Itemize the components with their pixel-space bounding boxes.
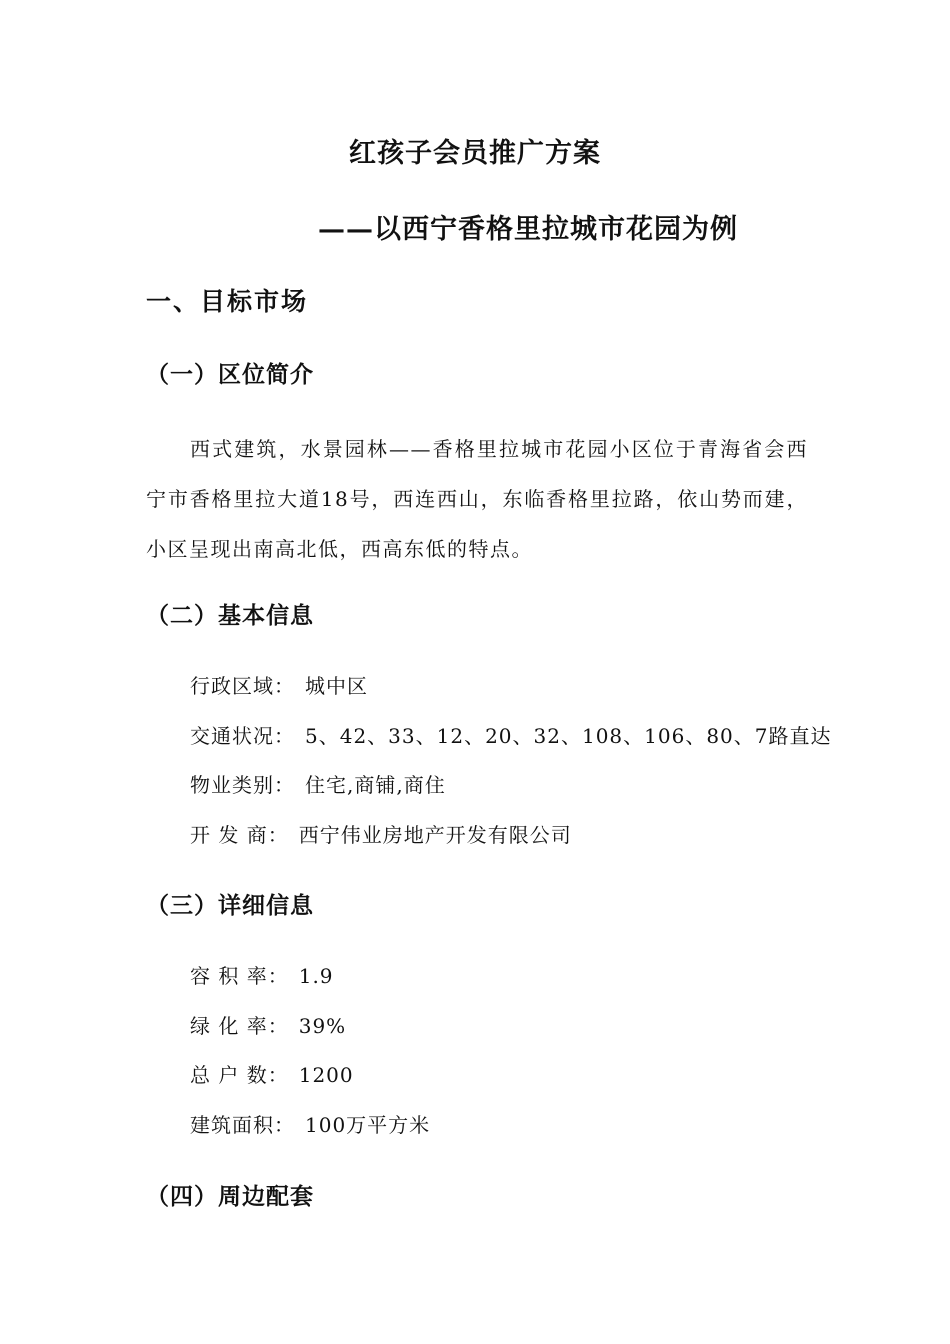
row-label: 交通状况： [190,724,295,748]
basic-info-row [190,769,446,798]
document-subtitle: ——以西宁香格里拉城市花园为例 [318,214,738,245]
row-label: 容 积 率： [190,964,289,988]
detail-info-row [190,960,334,989]
detail-info-row [190,1010,346,1039]
subsection-heading-surroundings: （四）周边配套 [146,1183,314,1210]
section-heading-target-market: 一、目标市场 [146,287,309,316]
row-label: 行政区域： [190,674,295,698]
subsection-heading-location: （一）区位简介 [146,361,314,388]
detail-info-row [190,1059,354,1088]
document-title: 红孩子会员推广方案 [349,138,601,169]
subsection-heading-detail-info: （三）详细信息 [146,892,314,919]
basic-info-row [190,720,832,749]
row-label: 绿 化 率： [190,1014,289,1038]
subsection-heading-basic-info: （二）基本信息 [146,602,314,629]
row-value: 39% [298,1014,347,1038]
row-value: 1200 [298,1063,354,1087]
row-value: 住宅,商铺,商住 [305,773,446,797]
row-value: 1.9 [298,964,334,988]
row-label: 总 户 数： [190,1063,289,1087]
detail-info-row [190,1109,430,1138]
basic-info-row [190,670,368,699]
row-value: 西宁伟业房地产开发有限公司 [298,823,572,847]
row-value: 5、42、33、12、20、32、108、106、80、7路直达 [305,724,832,748]
row-value: 城中区 [305,674,368,698]
basic-info-row [190,819,572,848]
row-label: 建筑面积： [190,1113,295,1137]
row-label: 开 发 商： [190,823,289,847]
location-paragraph: 西式建筑，水景园林——香格里拉城市花园小区位于青海省会西宁市香格里拉大道18号，西连西山，东临香格里拉路，依山势而建，小区呈现出南高北低，西高东低的特点。 [146,437,808,561]
row-label: 物业类别： [190,773,295,797]
row-value: 100万平方米 [305,1113,431,1137]
